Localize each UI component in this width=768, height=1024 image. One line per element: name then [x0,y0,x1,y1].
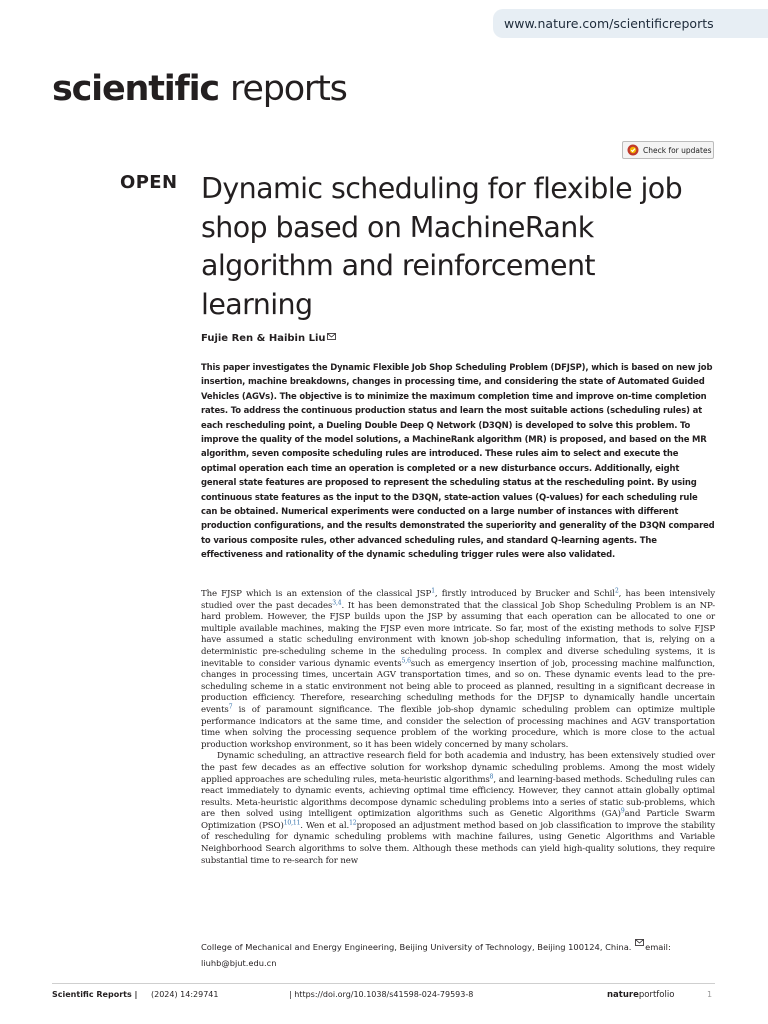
page-footer [52,990,715,1004]
affiliation-text: College of Mechanical and Energy Engineering, Beijing University of Technology, Beijing 100124, China. [201,942,632,952]
body-text-span: . Wen et al. [300,820,350,831]
author-line [201,333,336,344]
footer-doi-link[interactable]: | https://doi.org/10.1038/s41598-024-79593-8 [289,990,474,999]
citation-link[interactable]: 10,11 [283,819,301,827]
envelope-icon [635,939,644,946]
brand-light: portfolio [638,990,675,1000]
author-names: Fujie Ren & Haibin Liu [201,333,326,344]
check-updates-icon [627,144,639,156]
citation-link[interactable]: 7 [228,703,233,711]
citation-link[interactable]: 2 [614,587,619,595]
body-text-span: . It has been demonstrated that the classical Job Shop Scheduling Problem is an NP-hard problem. However, the FJSP builds upon the JSP by assuming that each operation can be allocated to one or multiple available machines, making the FJSP even more intricate. So far, most of the existing methods to solve FJSP have assumed a static scheduling environment with known job-shop scheduling information, that is, relying on a deterministic pre-scheduling scheme in the scheduling process. In complex and diverse scheduling systems, it is inevitable to consider various dynamic events [201,600,715,669]
open-access-label: OPEN [120,172,178,193]
body-text-span: and Particle Swarm Optimization (PSO) [201,809,715,831]
affiliation-note [201,939,715,971]
body-paragraph-2 [201,751,715,867]
check-for-updates-button[interactable] [622,141,714,159]
body-text-span: The FJSP which is an extension of the classical JSP [201,589,432,599]
brand-bold: nature [607,990,639,1000]
abstract: This paper investigates the Dynamic Flexible Job Shop Scheduling Problem (DFJSP), which is based on new job insertion, machine breakdowns, changes in processing time, and considering the state of Automated Guided Vehicles (AGVs). The objective is to minimize the maximum completion time and improve on-time completion rates. To address the continuous production status and learn the most suitable actions (scheduling rules) at each rescheduling point, a Dueling Double Deep Q Network (D3QN) is developed to solve this problem. To improve the quality of the model solutions, a MachineRank algorithm (MR) is proposed, and based on the MR algorithm, seven composite scheduling rules are introduced. These rules aim to select and execute the optimal operation each time an operation is completed or a new disturbance occurs. Additionally, eight general state features are proposed to represent the scheduling status at the rescheduling point. By using continuous state features as the input to the D3QN, state-action values (Q-values) for each scheduling rule can be obtained. Numerical experiments were conducted on a large number of instances with different production configurations, and the results demonstrated the superiority and generality of the D3QN compared to various composite rules, other advanced scheduling rules, and standard Q-learning agents. The effectiveness and rationality of the dynamic scheduling trigger rules were also validated. [201,362,715,560]
citation-link[interactable]: 8 [489,773,494,780]
footer-divider [52,983,715,984]
check-updates-label: Check for updates [643,145,712,155]
citation-link[interactable]: 3,4 [332,599,342,607]
envelope-icon[interactable] [327,333,336,340]
citation-link[interactable]: 9 [620,807,625,815]
article-title: Dynamic scheduling for flexible job shop based on MachineRank algorithm and reinforcement learning [201,172,683,321]
citation-link[interactable]: 5,6 [401,657,411,665]
body-text-span: , firstly introduced by Brucker and Schil [434,589,615,599]
body-text-span: such as emergency insertion of job, processing machine malfunction, changes in processing times, uncertain AGV transportation times, and so on. These dynamic events lead to the pre-scheduling scheme in a static environment not being able to proceed as planned, resulting in a significant decrease in production efficiency. Therefore, researching scheduling methods for the DFJSP to dynamically handle uncertain events [201,658,716,715]
body-text-span: , and learning-based methods. Scheduling rules can react immediately to dynamic events, achieving optimal time efficiency. However, they cannot attain globally optimal results. Meta-heuristic algorithms decompose dynamic scheduling problems into a series of static sub-problems, which are then solved using intelligent optimization algorithms such as Genetic Algorithms (GA) [201,774,715,820]
journal-logo [52,64,347,114]
introduction-body [201,589,715,867]
citation-link[interactable]: 1 [431,587,435,595]
nature-portfolio-logo [607,990,674,1000]
journal-url-banner[interactable] [493,9,768,38]
body-text-span: proposed an adjustment method based on job classification to improve the stability of rescheduling for dynamic scheduling problems with machine failures, using Genetic Algorithms and Variable Neighborhood Search algorithms to solve them. Although these methods can yield high-quality solutions, they require substantial time to re-search for new [201,820,715,866]
body-text-span: is of paramount significance. The flexible job-shop dynamic scheduling problem can optimize multiple performance indicators at the same time, and consider the selection of processing machines and AGV transportation time when solving the processing sequence problem of the working procedure, which is more close to the actual production workshop environment, so it has been widely concerned by many scholars. [201,704,715,750]
page-number: 1 [707,990,713,999]
body-text-span: Dynamic scheduling, an attractive research field for both academia and industry, has been extensively studied over the past few decades as an effective solution for workshop dynamic scheduling problems. Among the most widely applied approaches are scheduling rules, meta-heuristic algorithms [201,751,715,785]
journal-url[interactable]: www.nature.com/scientificreports [504,16,714,31]
body-paragraph-1 [201,589,715,751]
corresponding-email-link[interactable]: liuhb@bjut.edu.cn [201,958,277,968]
footer-journal: Scientific Reports | [52,990,138,999]
journal-logo-bold: scientific [52,69,219,109]
citation-link[interactable]: 12 [349,819,357,827]
journal-logo-light: reports [229,69,347,109]
email-label: email: [645,942,671,952]
footer-citation: (2024) 14:29741 [151,990,219,999]
body-text-span: , has been intensively studied over the past decades [201,589,715,611]
